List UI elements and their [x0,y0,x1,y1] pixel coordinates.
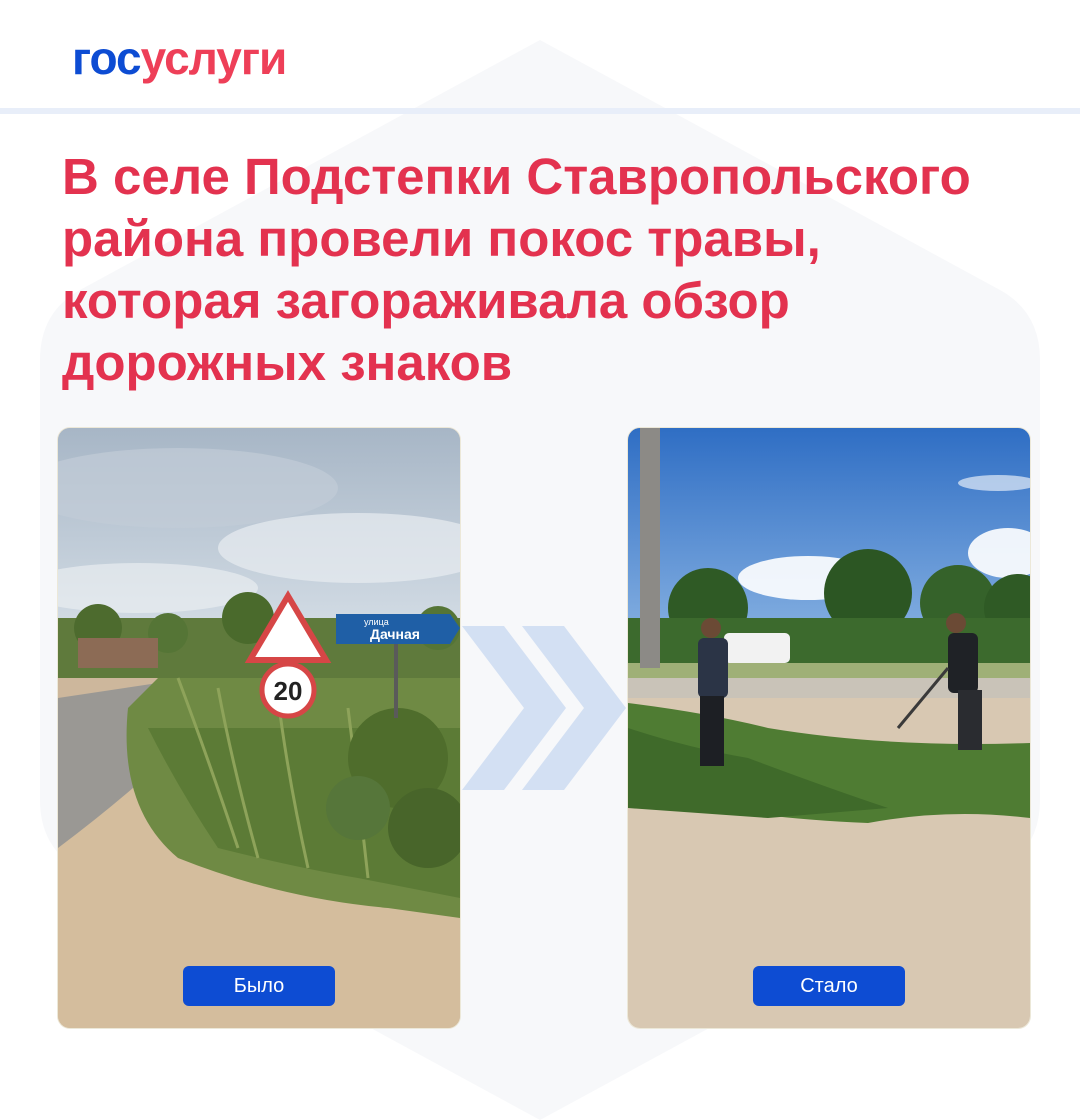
chevron-right-double-icon [462,626,626,790]
photo-before [58,428,460,1028]
label-before: Было [183,966,335,1006]
street-sign-name: Дачная [370,626,420,642]
photo-after [628,428,1030,1028]
header-divider [0,108,1080,114]
news-headline: В селе Подстепки Ставропольского района провели покос травы, которая загораживала обзор дорожных знаков [62,148,971,391]
photo-after-scene [628,428,1030,1028]
label-after: Стало [753,966,905,1006]
logo-part-uslugi: услуги [140,32,287,84]
speed-limit-sign-text: 20 [273,676,303,706]
header [0,0,1080,108]
street-sign-caption: улица [364,617,389,627]
gosuslugi-logo[interactable] [72,30,286,86]
photo-before-scene [58,428,460,1028]
logo-part-gos: гос [72,32,141,84]
